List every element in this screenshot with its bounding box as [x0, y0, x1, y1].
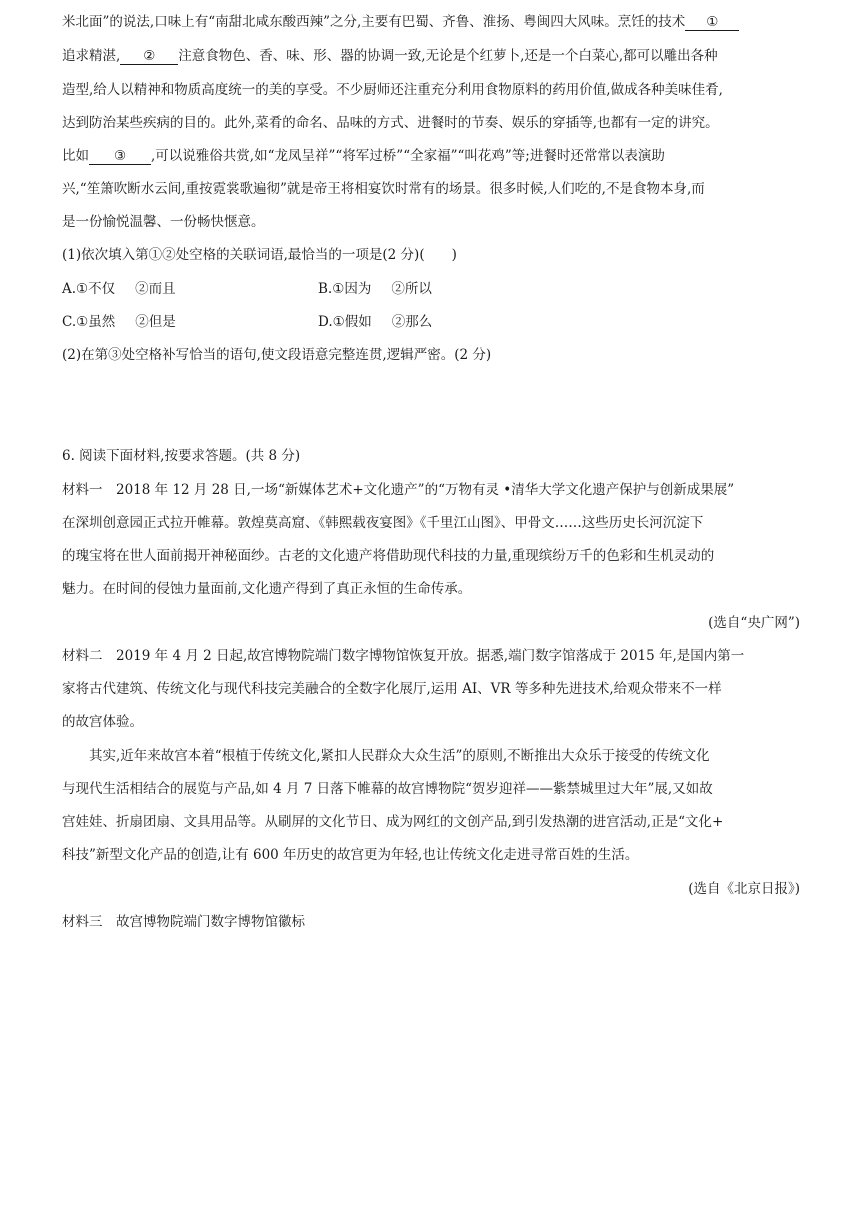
- material-1-source: (选自“央广网”): [708, 615, 800, 631]
- option-b: B.①因为 ②所以: [318, 281, 432, 297]
- material-3-caption: 材料三 故宫博物院端门数字博物馆徽标: [62, 914, 305, 930]
- question-2-stem: (2)在第③处空格补写恰当的语句,使文段语意完整连贯,逻辑严密。(2 分): [62, 347, 492, 363]
- option-a: A.①不仅 ②而且: [62, 281, 176, 297]
- option-d: D.①假如 ②那么: [318, 314, 433, 330]
- material-1-line: 魅力。在时间的侵蚀力量面前,文化遗产得到了真正永恒的生命传承。: [62, 581, 472, 597]
- question-6-title: 6. 阅读下面材料,按要求答题。(共 8 分): [62, 448, 301, 464]
- blank-1: ①: [685, 14, 739, 31]
- material-2-para-line: 其实,近年来故宫本着“根植于传统文化,紧扣人民群众大众生活”的原则,不断推出大众乐于接受的传统文化: [89, 748, 710, 764]
- material-2-line: 家将古代建筑、传统文化与现代科技完美融合的全数字化展厅,运用 AI、VR 等多种先进技术,给观众带来不一样: [62, 681, 722, 697]
- material-2-line: 材料二 2019 年 4 月 2 日起,故宫博物院端门数字博物馆恢复开放。据悉,端门数字馆落成于 2015 年,是国内第一: [62, 648, 745, 664]
- material-2-line: 的故宫体验。: [62, 714, 143, 730]
- material-1-line: 的瑰宝将在世人面前揭开神秘面纱。古老的文化遗产将借助现代科技的力量,重现缤纷万千的色彩和生机灵动的: [62, 548, 715, 564]
- material-2-para-line: 科技”新型文化产品的创造,让有 600 年历史的故宫更为年轻,也让传统文化走进寻常百姓的生活。: [62, 847, 639, 863]
- blank-3: ③: [89, 148, 151, 165]
- option-c: C.①虽然 ②但是: [62, 314, 176, 330]
- material-2-para-line: 与现代生活相结合的展览与产品,如 4 月 7 日落下帷幕的故宫博物院“贺岁迎祥——紫禁城里过大年”展,又如故: [62, 781, 713, 797]
- passage-line: 是一份愉悦温馨、一份畅快惬意。: [62, 214, 265, 230]
- passage-line: 造型,给人以精神和物质高度统一的美的享受。不少厨师还注重充分利用食物原料的药用价值,做成各种美味佳肴,: [62, 82, 723, 98]
- material-2-para-line: 宫娃娃、折扇团扇、文具用品等。从刷屏的文化节日、成为网红的文创产品,到引发热潮的进宫活动,正是“文化+: [62, 814, 724, 830]
- material-2-source: (选自《北京日报》): [688, 881, 800, 897]
- passage-line: 米北面”的说法,口味上有“南甜北咸东酸西辣”之分,主要有巴蜀、齐鲁、淮扬、粤闽四大风味。烹饪的技术 ①: [62, 12, 800, 32]
- blank-2: ②: [120, 48, 178, 65]
- question-1-stem: (1)依次填入第①②处空格的关联词语,最恰当的一项是(2 分)( ): [62, 247, 457, 263]
- material-1-line: 在深圳创意园正式拉开帷幕。敦煌莫高窟、《韩熙载夜宴图》《千里江山图》、甲骨文……这些历史长河沉淀下: [62, 515, 704, 531]
- passage-line: 兴,“笙箫吹断水云间,重按霓裳歌遍彻”就是帝王将相宴饮时常有的场景。很多时候,人们吃的,不是食物本身,而: [62, 181, 705, 197]
- passage-line: 达到防治某些疾病的目的。此外,菜肴的命名、品味的方式、进餐时的节奏、娱乐的穿插等,也都有一定的讲究。: [62, 115, 719, 131]
- passage-line: 比如 ③ ,可以说雅俗共赏,如“龙凤呈祥”“将军过桥”“全家福”“叫花鸡”等;进餐时还常常以表演助: [62, 148, 665, 164]
- passage-line: 追求精湛, ② 注意食物色、香、味、形、器的协调一致,无论是个红萝卜,还是一个白菜心,都可以雕出各种: [62, 48, 718, 64]
- material-1-line: 材料一 2018 年 12 月 28 日,一场“新媒体艺术+文化遗产”的“万物有灵 •清华大学文化遗产保护与创新成果展”: [62, 482, 735, 498]
